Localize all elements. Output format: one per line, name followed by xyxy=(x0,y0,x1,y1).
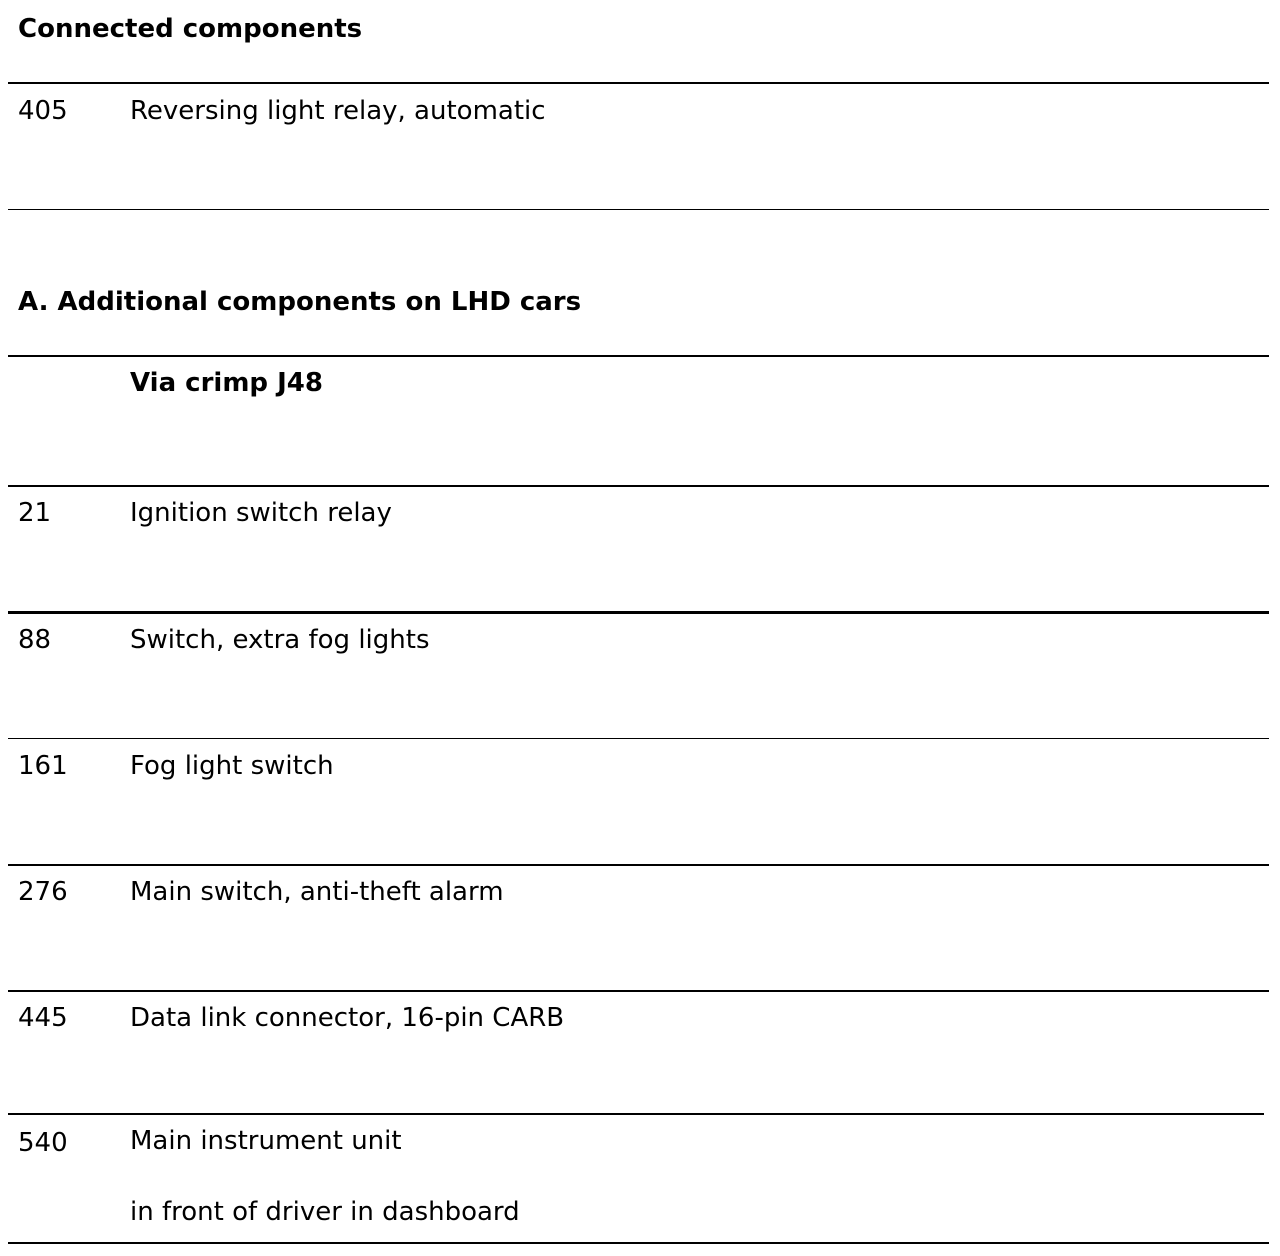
component-number: 276 xyxy=(18,877,68,907)
section-heading-connected-components: Connected components xyxy=(18,14,363,44)
table-rule xyxy=(8,355,1269,357)
table-rule xyxy=(8,1113,1264,1115)
table-rule xyxy=(8,738,1269,739)
component-description: Data link connector, 16-pin CARB xyxy=(130,1003,565,1033)
table-rule xyxy=(8,611,1269,614)
table-rule xyxy=(8,1242,1269,1244)
component-description: Ignition switch relay xyxy=(130,498,392,528)
component-description: Fog light switch xyxy=(130,751,334,781)
component-description: Main switch, anti-theft alarm xyxy=(130,877,504,907)
component-description: Main instrument unit xyxy=(130,1126,402,1156)
component-description: Reversing light relay, automatic xyxy=(130,96,546,126)
table-rule xyxy=(8,485,1269,487)
section-heading-additional-components: A. Additional components on LHD cars xyxy=(18,287,582,317)
component-number: 540 xyxy=(18,1128,68,1158)
table-rule xyxy=(8,990,1269,992)
component-description: Switch, extra fog lights xyxy=(130,625,430,655)
subheading-via-crimp: Via crimp J48 xyxy=(130,368,323,398)
component-number: 405 xyxy=(18,96,68,126)
component-number: 88 xyxy=(18,625,52,655)
table-rule xyxy=(8,209,1269,210)
component-number: 161 xyxy=(18,751,68,781)
component-number: 21 xyxy=(18,498,52,528)
component-location-note: in front of driver in dashboard xyxy=(130,1197,520,1227)
table-rule xyxy=(8,82,1269,84)
table-rule xyxy=(8,864,1269,866)
component-number: 445 xyxy=(18,1003,68,1033)
